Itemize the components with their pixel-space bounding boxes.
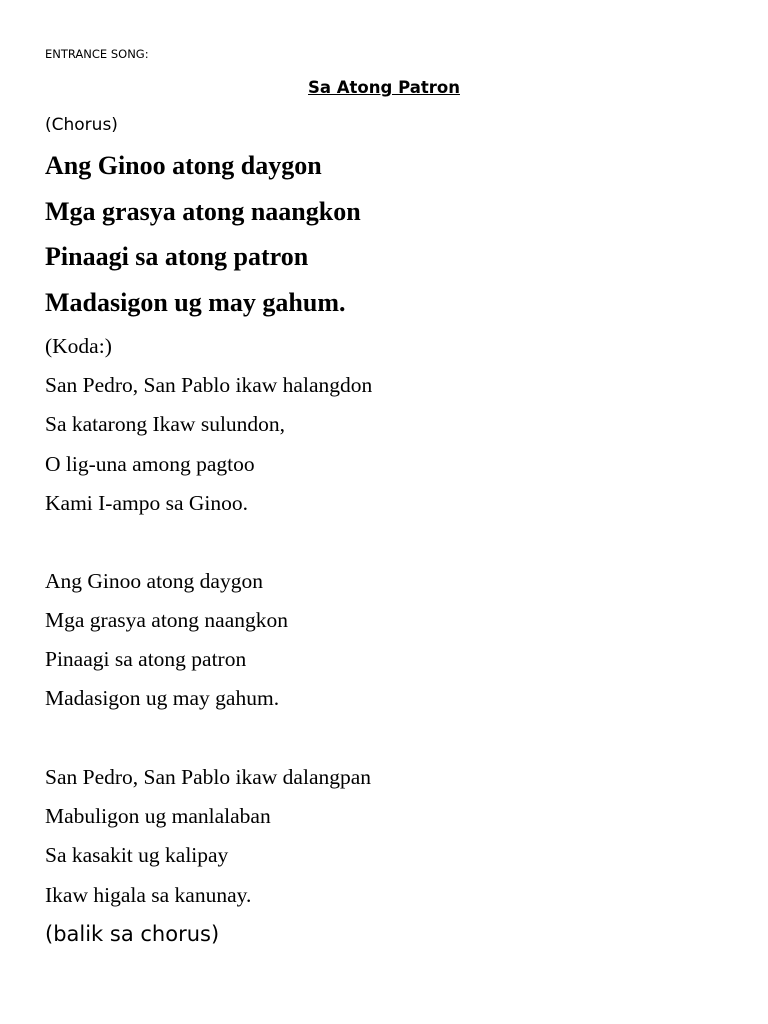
verse-line: Pinaagi sa atong patron xyxy=(45,647,247,671)
verse-line: Sa katarong Ikaw sulundon, xyxy=(45,412,286,436)
koda-tag: (Koda:) xyxy=(45,334,112,358)
return-to-chorus-note: (balik sa chorus) xyxy=(45,922,220,946)
chorus-tag: (Chorus) xyxy=(45,115,118,135)
chorus-line: Mga grasya atong naangkon xyxy=(45,197,361,226)
verse-line: Ang Ginoo atong daygon xyxy=(45,569,263,593)
verse-line: Sa kasakit ug kalipay xyxy=(45,843,229,867)
chorus-line: Pinaagi sa atong patron xyxy=(45,242,309,271)
verse-line: San Pedro, San Pablo ikaw dalangpan xyxy=(45,765,372,789)
verse-line: Ikaw higala sa kanunay. xyxy=(45,883,252,907)
verse-line: Madasigon ug may gahum. xyxy=(45,686,280,710)
verse-line: Mabuligon ug manlalaban xyxy=(45,804,271,828)
verse-line: Kami I-ampo sa Ginoo. xyxy=(45,491,249,515)
chorus-line: Madasigon ug may gahum. xyxy=(45,288,346,317)
verse-line: San Pedro, San Pablo ikaw halangdon xyxy=(45,373,373,397)
song-title: Sa Atong Patron xyxy=(308,78,460,97)
entrance-song-label: ENTRANCE SONG: xyxy=(45,47,149,61)
verse-line: Mga grasya atong naangkon xyxy=(45,608,288,632)
verse-line: O lig-una among pagtoo xyxy=(45,452,255,476)
chorus-line: Ang Ginoo atong daygon xyxy=(45,151,322,180)
